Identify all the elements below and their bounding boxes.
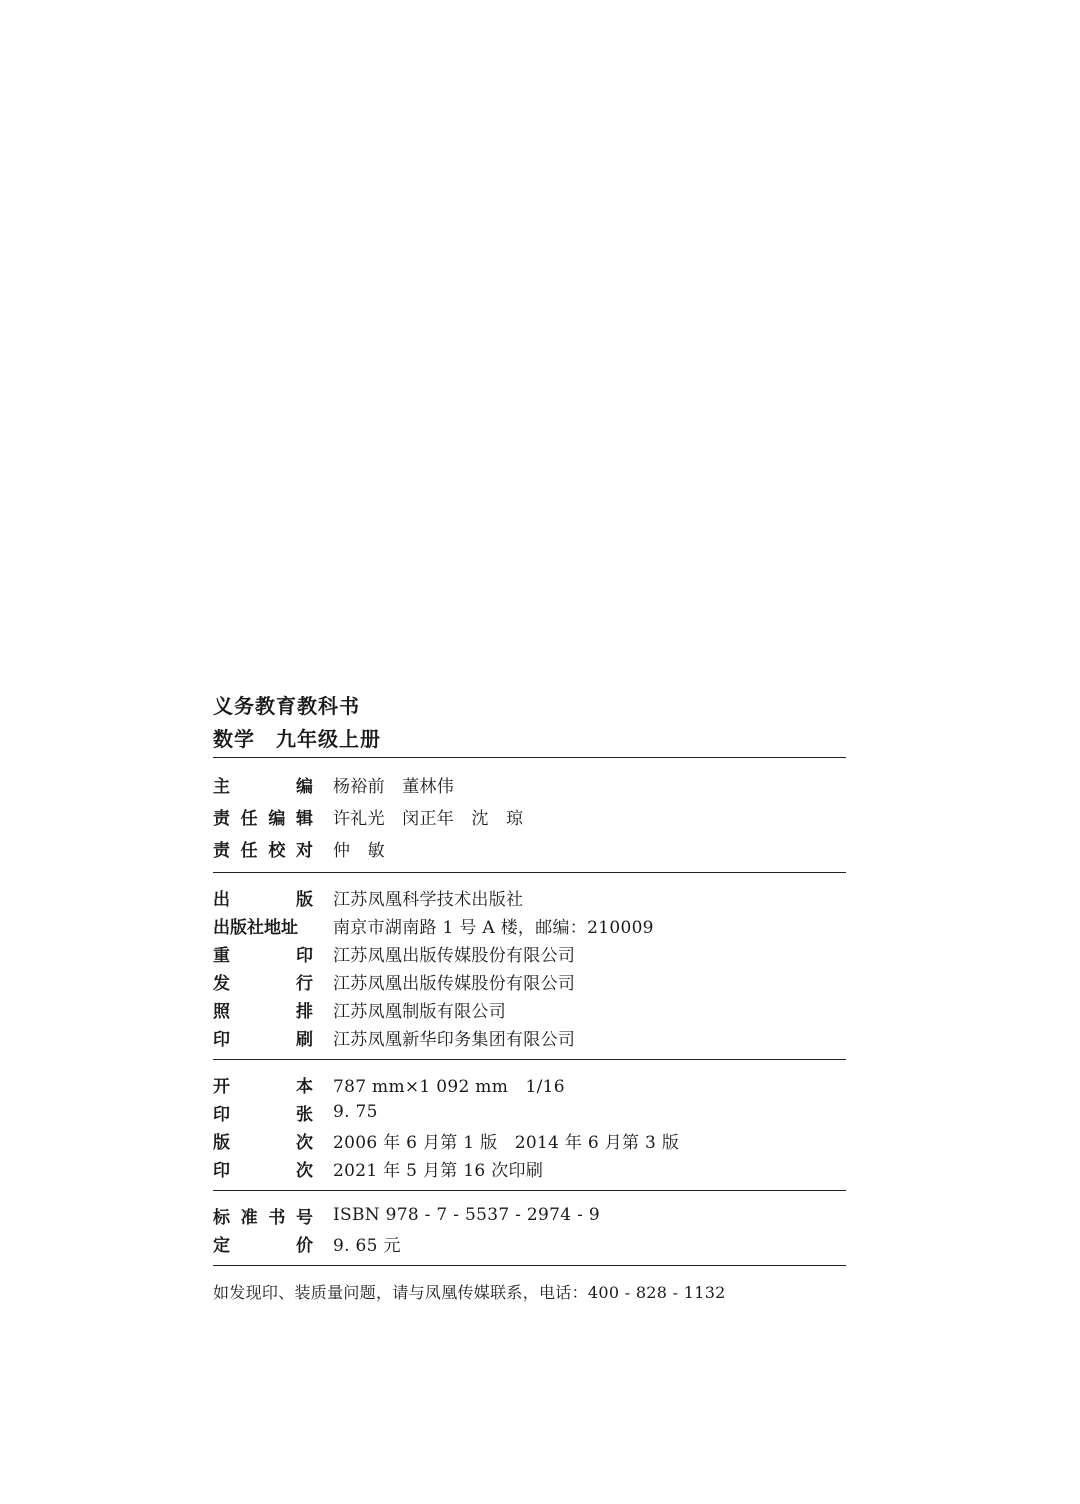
field-label-char: 版 [213, 1132, 230, 1153]
field-value: 许礼光 闵正年 沈 琼 [333, 808, 524, 829]
field-label [213, 913, 313, 938]
field-value: 9. 75 [333, 1102, 378, 1122]
field-label-char: 印 [213, 1104, 230, 1125]
info-row [213, 967, 846, 995]
field-value: 787 mm×1 092 mm 1/16 [333, 1076, 565, 1097]
specs-section [213, 1060, 846, 1190]
field-label-char: 印 [213, 1160, 230, 1181]
field-label-char: 版 [296, 889, 313, 910]
info-row [213, 800, 846, 832]
field-label-char: 照 [213, 1001, 230, 1022]
field-label [213, 772, 313, 797]
field-label-char: 行 [296, 973, 313, 994]
info-row [213, 1023, 846, 1051]
field-label-char: 刷 [296, 1029, 313, 1050]
field-label-char: 本 [296, 1076, 313, 1097]
field-label [213, 1231, 313, 1256]
field-label-char: 发 [213, 973, 230, 994]
field-label-char: 责 [213, 840, 230, 861]
info-row [213, 1098, 846, 1126]
info-row [213, 1070, 846, 1098]
field-label-char: 号 [295, 1207, 313, 1228]
field-label [213, 997, 313, 1022]
info-row [213, 1154, 846, 1182]
field-label-char: 出 [213, 889, 230, 910]
field-value: 南京市湖南路 1 号 A 楼，邮编：210009 [333, 917, 654, 938]
field-label-char: 开 [213, 1076, 230, 1097]
field-label-char: 定 [213, 1235, 230, 1256]
field-value: 江苏凤凰制版有限公司 [333, 1001, 506, 1022]
field-value: 江苏凤凰出版传媒股份有限公司 [333, 973, 576, 994]
field-label-char: 价 [296, 1235, 313, 1256]
field-value: 9. 65 元 [333, 1235, 401, 1256]
field-label [213, 941, 313, 966]
field-label [213, 1156, 313, 1181]
field-label-char: 排 [296, 1001, 313, 1022]
field-label [213, 1128, 313, 1153]
field-value: ISBN 978 - 7 - 5537 - 2974 - 9 [333, 1205, 600, 1225]
field-label-char: 张 [296, 1104, 313, 1125]
quality-contact-note: 如发现印、装质量问题，请与凤凰传媒联系，电话：400 - 828 - 1132 [213, 1283, 726, 1302]
field-label [213, 804, 313, 829]
field-value: 2021 年 5 月第 16 次印刷 [333, 1160, 544, 1181]
field-label [213, 885, 313, 910]
field-label-char: 编 [268, 808, 286, 829]
field-value: 杨裕前 董林伟 [333, 776, 455, 797]
field-label-char: 对 [295, 840, 313, 861]
info-row [213, 939, 846, 967]
info-row [213, 1229, 846, 1257]
field-label-char: 次 [296, 1160, 313, 1181]
field-value: 仲 敏 [333, 840, 385, 861]
info-row [213, 832, 846, 864]
field-label [213, 1025, 313, 1050]
field-value: 江苏凤凰出版传媒股份有限公司 [333, 945, 576, 966]
field-value: 江苏凤凰新华印务集团有限公司 [333, 1029, 576, 1050]
info-row [213, 1126, 846, 1154]
publishing-section [213, 873, 846, 1059]
field-label-char: 校 [268, 840, 286, 861]
field-label [213, 836, 313, 861]
field-label-char: 编 [296, 776, 313, 797]
info-row [213, 768, 846, 800]
series-title: 义务教育教科书 [213, 694, 360, 718]
credits-section [213, 758, 846, 872]
field-label-char: 标 [213, 1207, 230, 1228]
field-label [213, 1072, 313, 1097]
field-label-char: 主 [213, 776, 230, 797]
field-label-char: 辑 [295, 808, 313, 829]
field-label-char: 印 [296, 945, 313, 966]
field-label-char: 重 [213, 945, 230, 966]
pricing-section [213, 1191, 846, 1265]
field-label-char: 出版社地址 [213, 917, 298, 938]
info-row [213, 883, 846, 911]
field-label-char: 准 [240, 1207, 258, 1228]
info-row [213, 911, 846, 939]
field-label-char: 任 [240, 808, 258, 829]
field-label [213, 1203, 313, 1228]
field-label-char: 任 [240, 840, 258, 861]
field-value: 江苏凤凰科学技术出版社 [333, 889, 524, 910]
field-label [213, 1100, 313, 1125]
field-label [213, 969, 313, 994]
colophon [213, 690, 846, 1303]
info-row [213, 1201, 846, 1229]
field-label-char: 书 [268, 1207, 286, 1228]
field-label-char: 印 [213, 1029, 230, 1050]
field-label-char: 次 [296, 1132, 313, 1153]
field-value: 2006 年 6 月第 1 版 2014 年 6 月第 3 版 [333, 1132, 680, 1153]
book-title: 数学 九年级上册 [213, 727, 381, 751]
field-label-char: 责 [213, 808, 230, 829]
info-row [213, 995, 846, 1023]
